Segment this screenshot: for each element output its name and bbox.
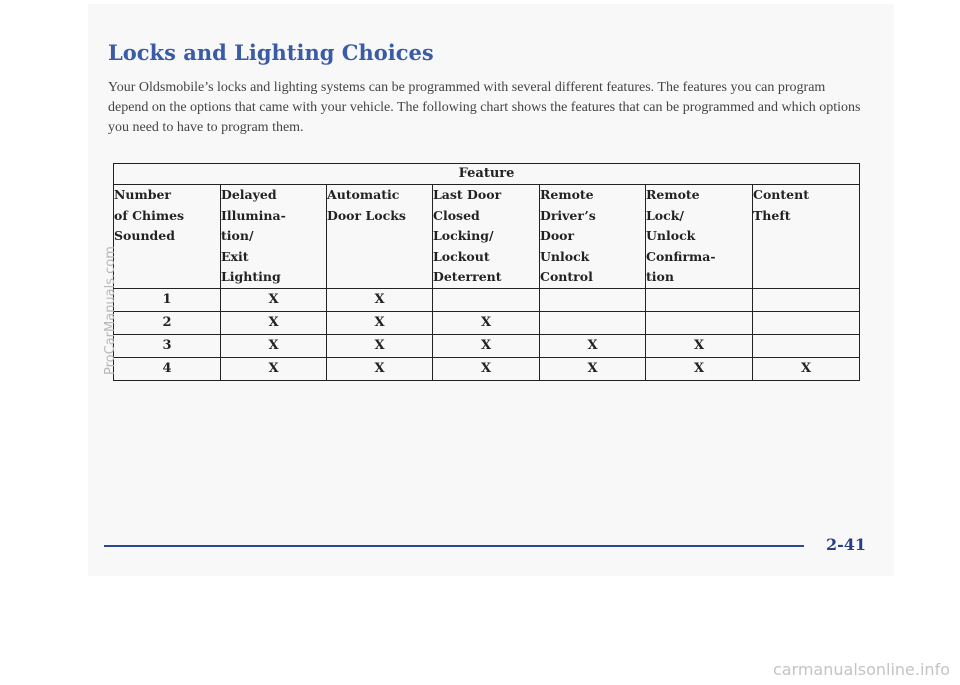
- table-cell: X: [221, 334, 327, 357]
- side-watermark: ProCarManuals.com: [103, 246, 118, 375]
- table-cell: X: [221, 357, 327, 380]
- table-cell: X: [646, 357, 753, 380]
- column-header: Remote Lock/ Unlock Confirma- tion: [646, 185, 753, 289]
- page-number: 2-41: [826, 535, 867, 554]
- table-row: [114, 334, 860, 357]
- table-cell: X: [540, 357, 646, 380]
- bottom-watermark: carmanualsonline.info: [772, 660, 950, 679]
- intro-paragraph: Your Oldsmobile’s locks and lighting systems can be programmed with several different features. The features you can program depend on the options that came with your vehicle. The following chart shows the features that can be programmed and which options you need to have to program them.: [108, 80, 861, 135]
- footer-rule: [104, 545, 804, 547]
- table-cell: X: [433, 334, 540, 357]
- feature-header: Feature: [114, 164, 860, 185]
- table-cell: X: [433, 311, 540, 334]
- table-cell: [753, 311, 860, 334]
- table-cell: X: [221, 288, 327, 311]
- column-header: Automatic Door Locks: [327, 185, 433, 289]
- table-row: [114, 288, 860, 311]
- table-cell: [753, 334, 860, 357]
- page-title: Locks and Lighting Choices: [108, 40, 434, 65]
- chime-count-cell: 3: [114, 334, 221, 357]
- column-header-row: [114, 185, 860, 289]
- chime-count-cell: 4: [114, 357, 221, 380]
- table-cell: X: [327, 357, 433, 380]
- table-cell: X: [540, 334, 646, 357]
- table-cell: [540, 288, 646, 311]
- column-header: Content Theft: [753, 185, 860, 289]
- table-cell: [646, 288, 753, 311]
- table-cell: X: [646, 334, 753, 357]
- table-cell: X: [327, 311, 433, 334]
- table-cell: [646, 311, 753, 334]
- table-row: [114, 311, 860, 334]
- column-header: Number of Chimes Sounded: [114, 185, 221, 289]
- column-header: Delayed Illumina- tion/ Exit Lighting: [221, 185, 327, 289]
- table-cell: X: [327, 288, 433, 311]
- column-header: Remote Driver’s Door Unlock Control: [540, 185, 646, 289]
- table-cell: [540, 311, 646, 334]
- table-cell: X: [221, 311, 327, 334]
- chime-count-cell: 1: [114, 288, 221, 311]
- table-cell: X: [433, 357, 540, 380]
- feature-table: [113, 163, 860, 381]
- table-cell: [753, 288, 860, 311]
- table-cell: X: [753, 357, 860, 380]
- chime-count-cell: 2: [114, 311, 221, 334]
- table-row: [114, 357, 860, 380]
- table-cell: [433, 288, 540, 311]
- column-header: Last Door Closed Locking/ Lockout Deterrent: [433, 185, 540, 289]
- table-cell: X: [327, 334, 433, 357]
